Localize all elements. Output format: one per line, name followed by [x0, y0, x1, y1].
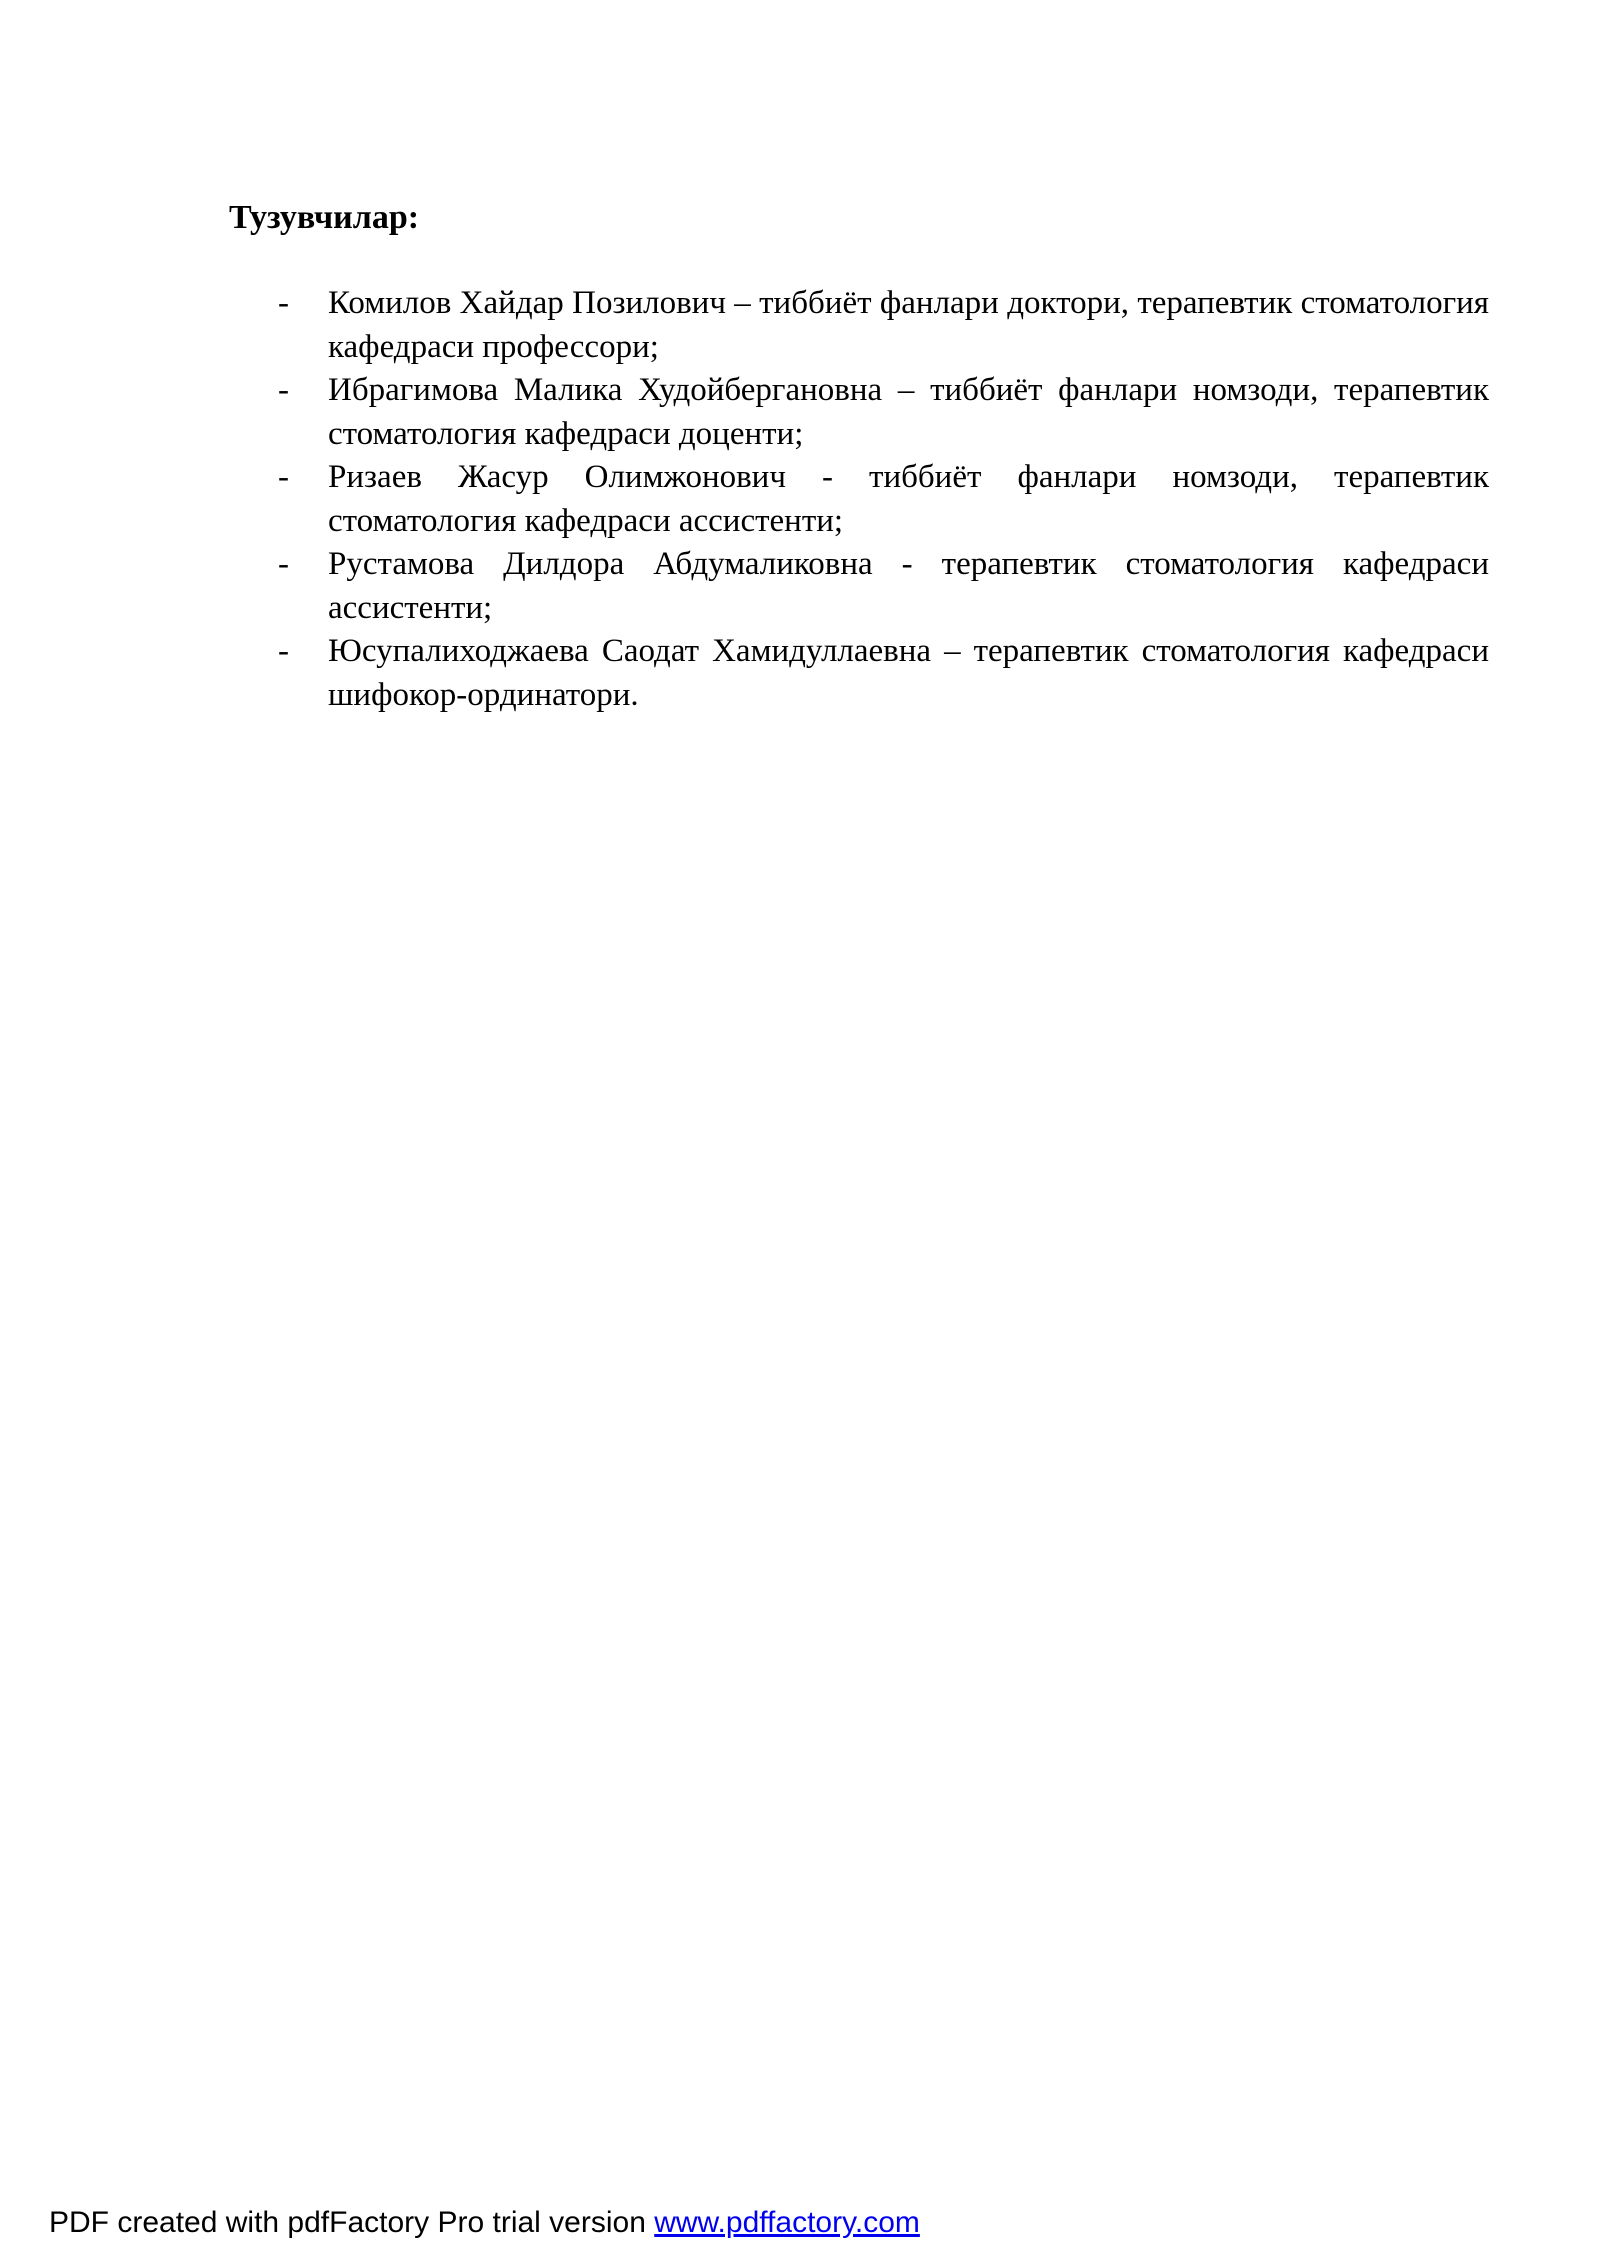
footer-text: PDF created with pdfFactory Pro trial version — [49, 2206, 655, 2239]
pdffactory-link[interactable]: www.pdffactory.com — [654, 2206, 920, 2239]
list-bullet: - — [278, 546, 289, 582]
list-item — [278, 369, 1489, 456]
contributor-text: Рустамова Дилдора Абдумаликовна - терапевтик стоматология кафедраси ассистенти; — [328, 546, 1489, 626]
list-bullet: - — [278, 459, 289, 495]
contributors-list — [278, 282, 1489, 717]
contributor-text: Комилов Хайдар Позилович – тиббиёт фанлари доктори, терапевтик стоматология кафедраси профессори; — [328, 285, 1489, 365]
list-item — [278, 543, 1489, 630]
contributor-text: Ризаев Жасур Олимжонович - тиббиёт фанлари номзоди, терапевтик стоматология кафедраси ассистенти; — [328, 459, 1489, 539]
list-bullet: - — [278, 633, 289, 669]
pdf-footer — [49, 2203, 920, 2243]
list-item — [278, 630, 1489, 717]
list-bullet: - — [278, 372, 289, 408]
list-item — [278, 282, 1489, 369]
contributor-text: Юсупалиходжаева Саодат Хамидуллаевна – терапевтик стоматология кафедраси шифокор-ординатори. — [328, 633, 1489, 713]
page-title: Тузувчилар: — [229, 199, 420, 236]
contributor-text: Ибрагимова Малика Худойбергановна – тиббиёт фанлари номзоди, терапевтик стоматология кафедраси доценти; — [328, 372, 1489, 452]
list-item — [278, 456, 1489, 543]
list-bullet: - — [278, 285, 289, 321]
